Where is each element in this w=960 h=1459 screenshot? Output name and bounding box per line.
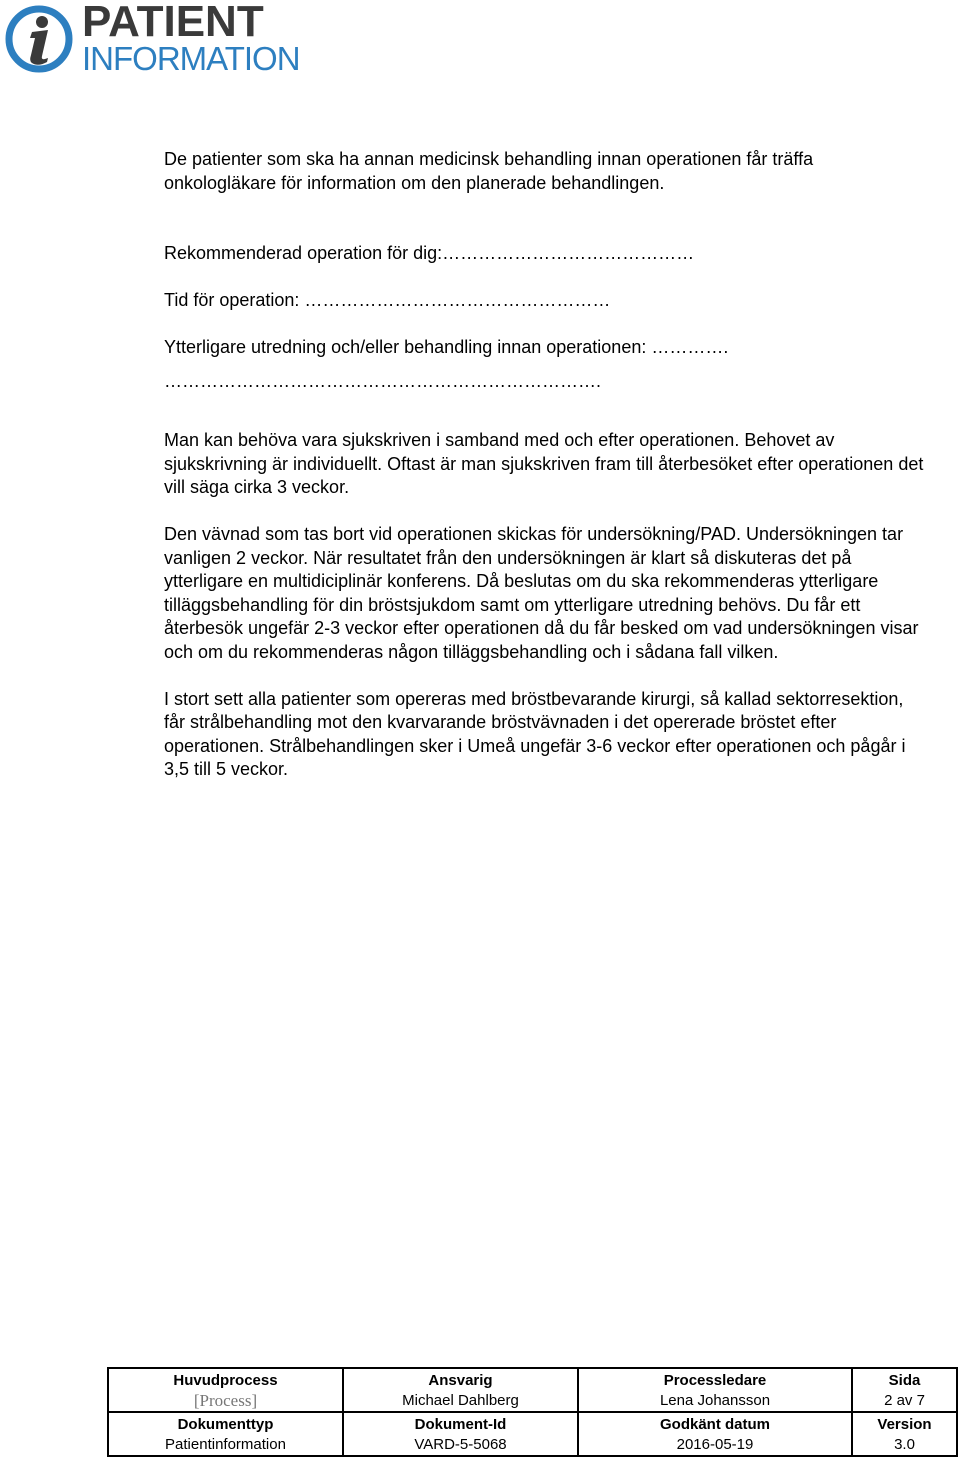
footer-label: Sida [888,1372,921,1389]
footer-label: Ansvarig [428,1372,493,1389]
field-recommended-operation [164,242,924,266]
paragraph-oncology-info: De patienter som ska ha annan medicinsk behandling innan operationen får träffa onkologläkare för information om den planerade behandlingen. [164,149,814,193]
field-operation-time [164,289,924,313]
footer-cell-dokument-id [343,1412,578,1456]
footer-value: 2016-05-19 [676,1436,754,1453]
field-further-investigation [164,336,924,360]
footer-cell-sida [852,1368,957,1412]
footer-label: Dokument-Id [414,1416,507,1433]
document-body [164,148,924,782]
document-footer-table [107,1367,958,1457]
footer-label: Huvudprocess [173,1372,278,1389]
footer-value: 3.0 [894,1436,915,1453]
footer-value: Patientinformation [165,1436,286,1453]
field-label: Ytterligare utredning och/eller behandling innan operationen: [164,337,647,357]
field-label: Tid för operation: [164,290,300,310]
footer-label: Processledare [663,1372,767,1389]
logo-word-information: INFORMATION [82,40,300,77]
footer-value: Michael Dahlberg [402,1392,519,1409]
fill-in-dots: …………. [651,337,729,357]
footer-label: Version [877,1416,932,1433]
logo-word-patient: PATIENT [82,0,264,46]
footer-cell-huvudprocess [108,1368,343,1412]
footer-cell-processledare [578,1368,852,1412]
footer-value: [Process] [193,1391,258,1410]
field-label: Rekommenderad operation för dig: [164,243,443,263]
paragraph-radiation-therapy: I stort sett alla patienter som opereras med bröstbevarande kirurgi, så kallad sektorresektion, får strålbehandling mot den kvarvarande bröstvävnaden i det opererade bröstet efter operationen. Strålbehandlingen sker i Umeå ungefär 3-6 veckor efter operationen och pågår i 3,5 till 5 veckor. [164,688,906,779]
footer-cell-version [852,1412,957,1456]
footer-value: VARD-5-5068 [414,1436,507,1453]
footer-value: Lena Johansson [659,1392,771,1409]
footer-value: 2 av 7 [884,1392,925,1409]
footer-label: Godkänt datum [659,1416,770,1433]
paragraph-pad-examination: Den vävnad som tas bort vid operationen skickas för undersökning/PAD. Undersökningen tar vanligen 2 veckor. När resultatet från den undersökningen är klart så diskuteras det på ytterligare en multidiciplinär konferens. Då beslutas om du ska rekommenderas ytterligare tilläggsbehandling för din bröstsjukdom samt om ytterligare utredning behövs. Du får ett återbesök ungefär 2-3 veckor efter operationen då du får besked om vad undersökningen visar och om du rekommenderas någon tilläggsbehandling och i sådana fall vilken. [164,524,919,662]
fill-in-dots: …………………………………………… [304,290,611,310]
fill-in-dots-line: ………………………………………………………………. [164,370,602,391]
footer-cell-ansvarig [343,1368,578,1412]
paragraph-sick-leave: Man kan behöva vara sjukskriven i samband med och efter operationen. Behovet av sjukskrivning är individuellt. Oftast är man sjukskriven fram till återbesöket efter operationen det vill säga cirka 3 veckor. [164,430,924,497]
footer-label: Dokumenttyp [177,1416,274,1433]
patient-information-logo [4,0,304,77]
fill-in-dots: …………………………………… [442,243,695,263]
footer-cell-dokumenttyp [108,1412,343,1456]
info-i-circle-icon [4,4,74,74]
footer-cell-godkant-datum [578,1412,852,1456]
